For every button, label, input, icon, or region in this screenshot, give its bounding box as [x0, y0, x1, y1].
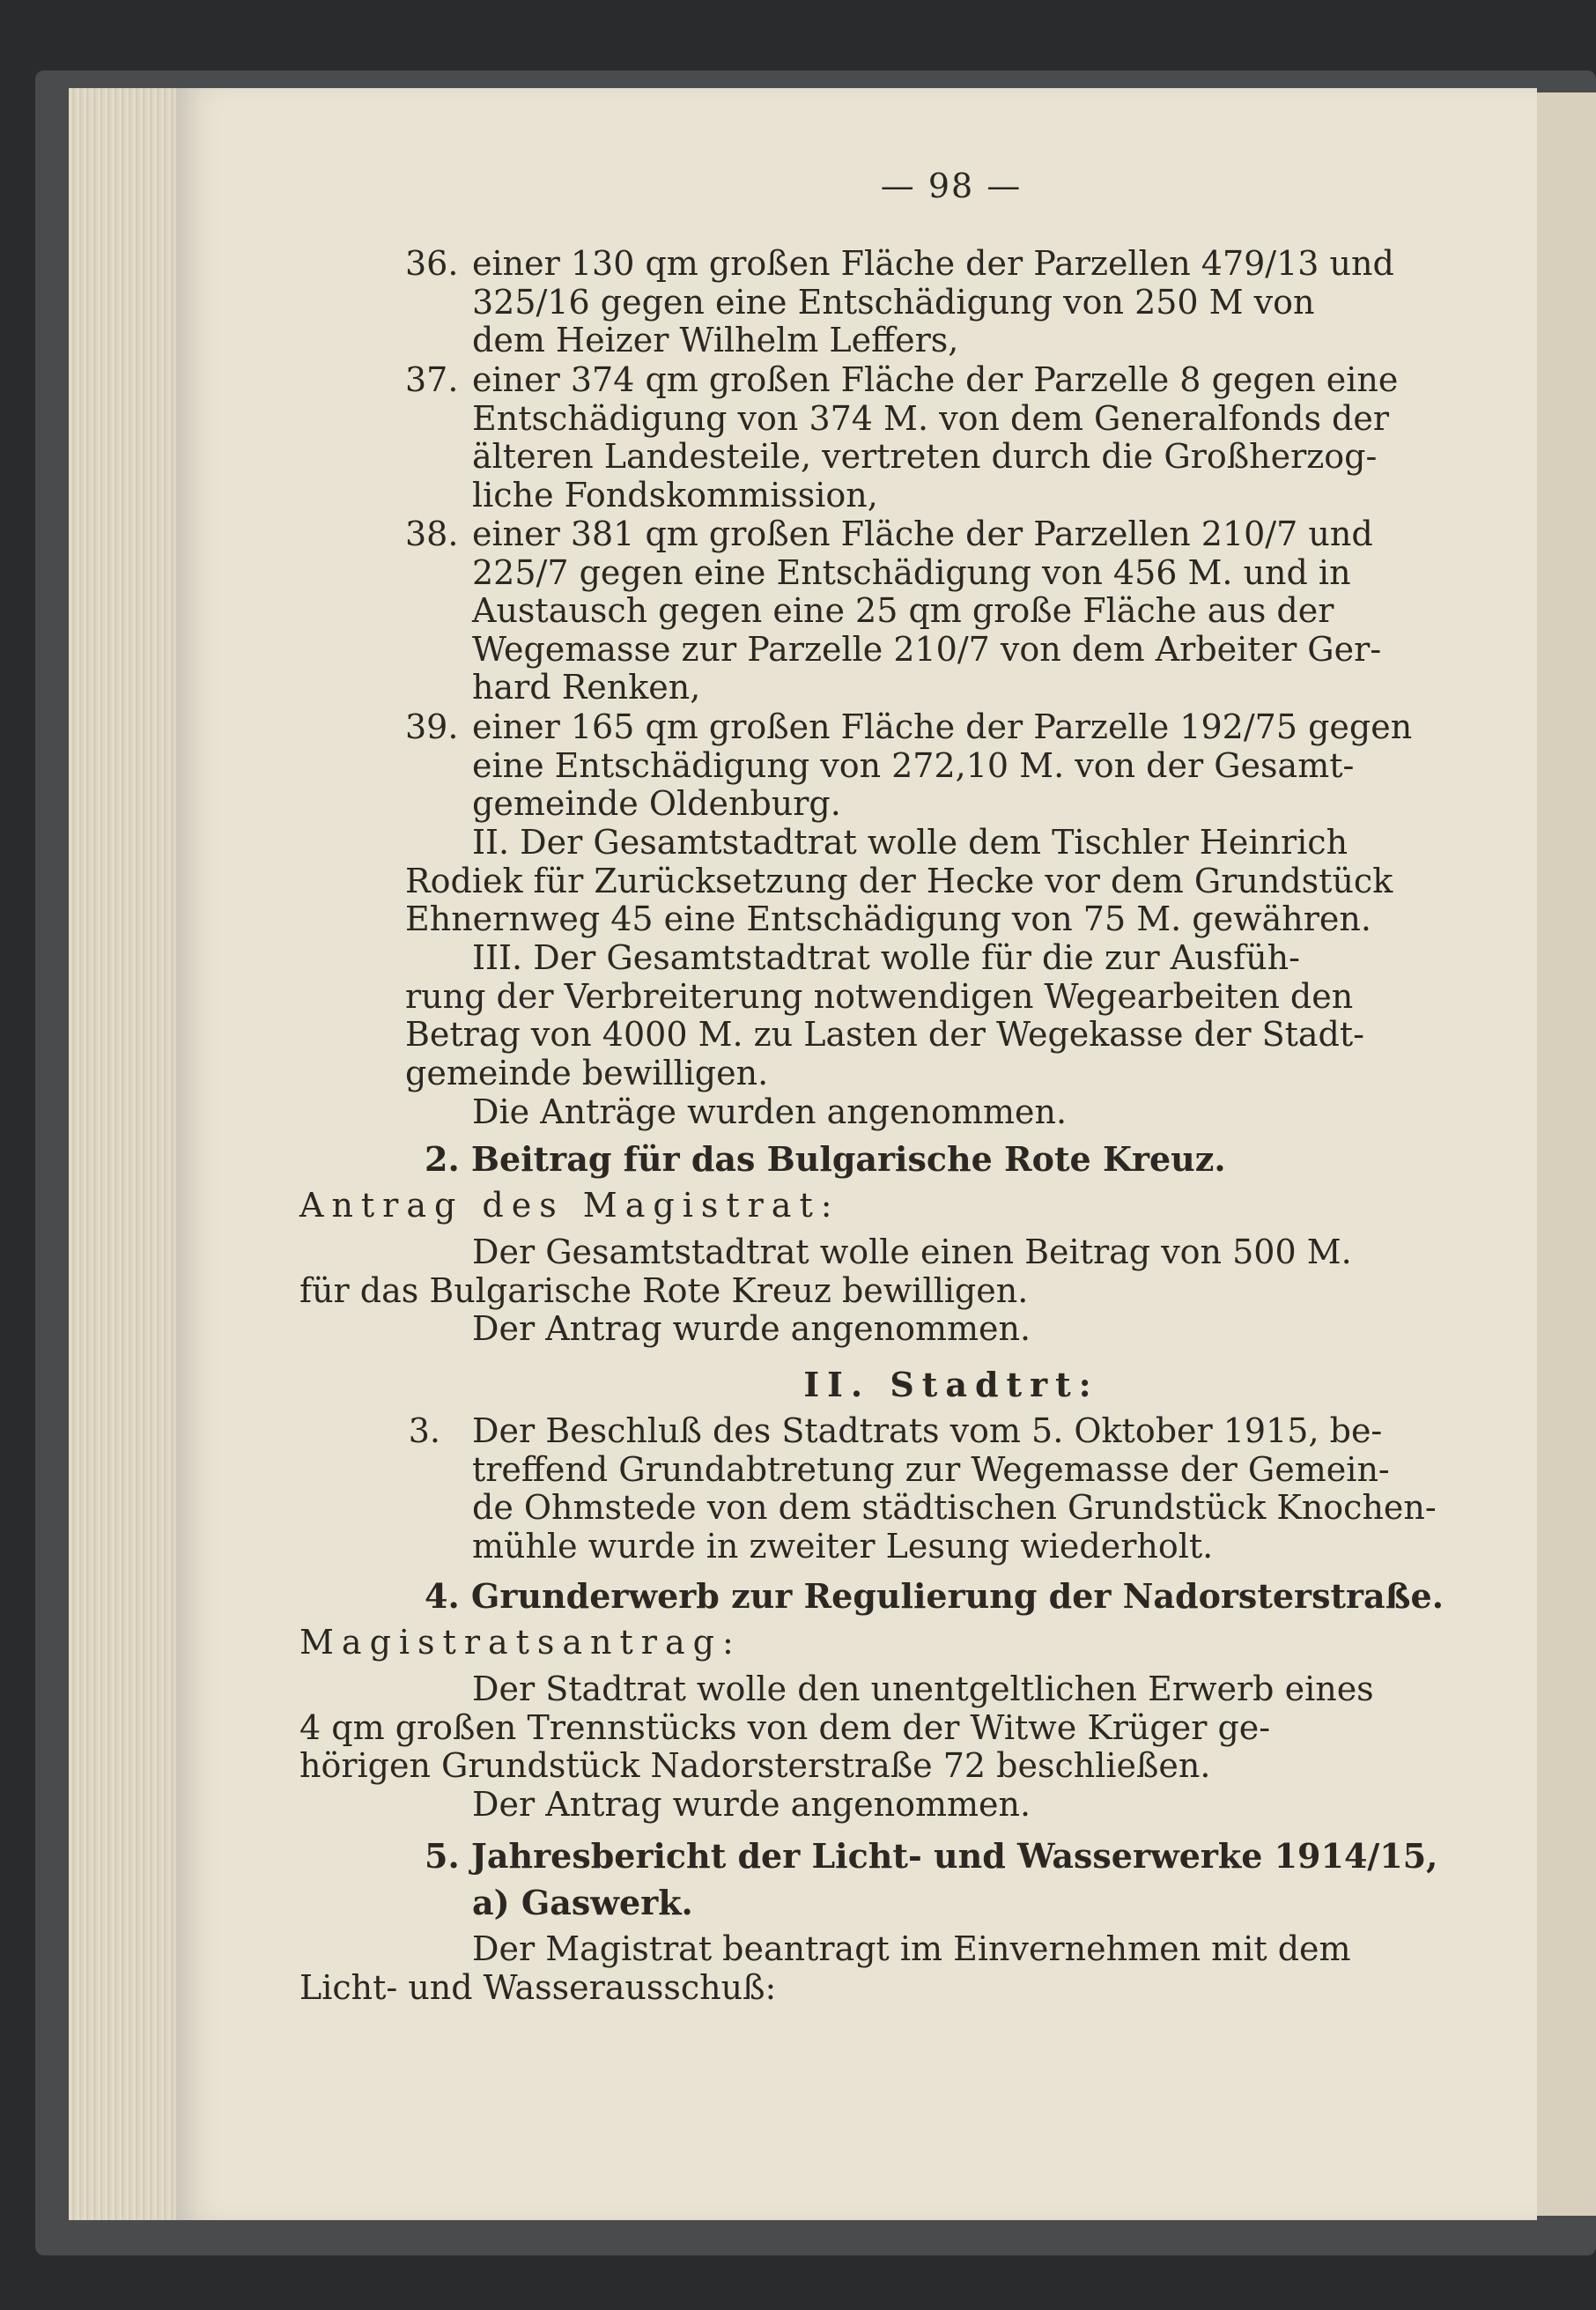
text-line: II. Der Gesamtstadtrat wolle dem Tischler Heinrich — [472, 823, 1348, 862]
text-line: III. Der Gesamtstadtrat wolle für die zur Ausfüh- — [472, 938, 1300, 977]
item-number: 39. — [405, 707, 459, 746]
item-number: 37. — [405, 360, 459, 399]
text-line: Wegemasse zur Parzelle 210/7 von dem Arbeiter Ger- — [472, 629, 1382, 669]
heading-item-5: 5. Jahresbericht der Licht- und Wasserwerke 1914/15, — [425, 1836, 1438, 1876]
text-line: Rodiek für Zurücksetzung der Hecke vor dem Grundstück — [405, 861, 1393, 900]
text-line: rung der Verbreiterung notwendigen Wegearbeiten den — [405, 976, 1354, 1016]
item-text — [472, 708, 1485, 824]
text-line: Austausch gegen eine 25 qm große Fläche aus der — [472, 591, 1334, 630]
item-text — [472, 361, 1485, 515]
text-line: liche Fondskommission, — [472, 475, 878, 515]
text-line: eine Entschädigung von 272,10 M. von der Gesamt- — [472, 745, 1355, 785]
item-number: 36. — [405, 244, 459, 283]
text-line: Der Beschluß des Stadtrats vom 5. Oktober 1915, be- — [472, 1411, 1383, 1450]
paragraph-III — [405, 939, 1497, 1092]
text-line: 325/16 gegen eine Entschädigung von 250 M von — [472, 282, 1315, 322]
text-line: einer 130 qm großen Fläche der Parzellen 479/13 und — [472, 244, 1394, 283]
section-heading: II. Stadtrt: — [803, 1365, 1099, 1404]
text-line: einer 374 qm großen Fläche der Parzelle 8 gegen eine — [472, 360, 1399, 399]
item-text — [472, 515, 1485, 707]
paragraph-II — [405, 824, 1497, 939]
subheading-gaswerk: a) Gaswerk. — [472, 1883, 693, 1922]
text-line: hörigen Grundstück Nadorsterstraße 72 beschließen. — [299, 1746, 1211, 1785]
text-line: gemeinde Oldenburg. — [472, 784, 841, 823]
paragraph-item-2 — [299, 1233, 1497, 1310]
text-line: einer 381 qm großen Fläche der Parzellen 210/7 und — [472, 515, 1373, 553]
item-text — [472, 245, 1485, 360]
text-line: Licht- und Wasserausschuß: — [299, 1967, 777, 2007]
text-line: de Ohmstede von dem städtischen Grundstück Knochen- — [472, 1488, 1437, 1527]
text-line: gemeinde bewilligen. — [405, 1053, 769, 1092]
text-line: 4 qm großen Trennstücks von dem der Witwe Krüger ge- — [299, 1707, 1271, 1747]
text-line: für das Bulgarische Rote Kreuz bewilligen. — [299, 1270, 1029, 1310]
page-number: — 98 — — [880, 167, 1023, 205]
magistratsantrag-label: Magistratsantrag: — [299, 1623, 742, 1662]
text-line: älteren Landesteile, vertreten durch die Großherzog- — [472, 437, 1378, 476]
text-line: einer 165 qm großen Fläche der Parzelle 192/75 gegen — [472, 707, 1413, 746]
text-line: dem Heizer Wilhelm Leffers, — [472, 321, 959, 359]
accepted-note: Der Antrag wurde angenommen. — [472, 1785, 1031, 1824]
item-text — [472, 1412, 1485, 1566]
text-line: treffend Grundabtretung zur Wegemasse der Gemein- — [472, 1449, 1390, 1489]
text-line: mühle wurde in zweiter Lesung wiederholt. — [472, 1526, 1214, 1566]
antrag-label: Antrag des Magistrat: — [299, 1186, 840, 1225]
text-line: 225/7 gegen eine Entschädigung von 456 M. und in — [472, 552, 1351, 592]
paragraph-item-5 — [299, 1930, 1497, 2007]
paragraph-item-4 — [299, 1670, 1497, 1786]
heading-item-4: 4. Grunderwerb zur Regulierung der Nadorsterstraße. — [425, 1576, 1444, 1616]
text-line: Der Magistrat beantragt im Einvernehmen mit dem — [472, 1929, 1351, 1968]
accepted-note: Der Antrag wurde angenommen. — [472, 1309, 1031, 1348]
item-number: 3. — [408, 1411, 440, 1450]
text-line: Betrag von 4000 M. zu Lasten der Wegekasse der Stadt- — [405, 1015, 1364, 1054]
item-number: 38. — [405, 515, 459, 553]
text-line: Entschädigung von 374 M. von dem Generalfonds der — [472, 398, 1390, 438]
text-line: hard Renken, — [472, 668, 701, 707]
text-line: Ehnernweg 45 eine Entschädigung von 75 M. gewähren. — [405, 900, 1371, 938]
text-line: Der Gesamtstadtrat wolle einen Beitrag von 500 M. — [472, 1233, 1352, 1271]
accepted-note: Die Anträge wurden angenommen. — [472, 1092, 1068, 1131]
text-line: Der Stadtrat wolle den unentgeltlichen Erwerb eines — [472, 1670, 1374, 1708]
heading-item-2: 2. Beitrag für das Bulgarische Rote Kreuz. — [425, 1139, 1226, 1179]
